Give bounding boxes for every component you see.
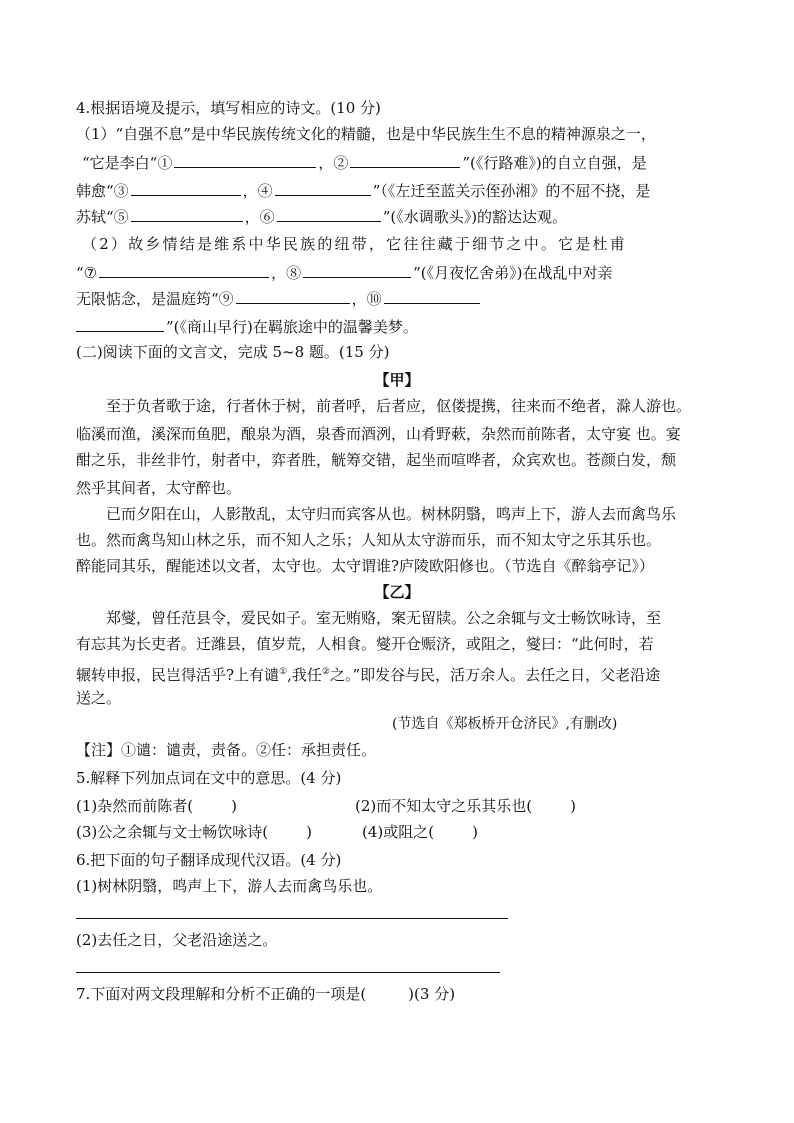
jia-p2-line1: 已而夕阳在山，人影散乱，太守归而宾客从也。树林阴翳，鸣声上下，游人去而禽鸟乐 [106,505,677,523]
q4-title: 4.根据语境及提示，填写相应的诗文。(10 分) [76,99,381,117]
q6-sentence-1: (1)树林阴翳，鸣声上下，游人去而禽鸟乐也。 [76,877,383,895]
note-marker-2: ② [321,667,330,677]
yi-line3: 辗转申报，民岂得活乎?上有谴①,我任②之。”即发谷与民，活万余人。去任之日，父老沿途 [76,666,661,684]
blank-2[interactable] [350,152,460,168]
q6-sentence-2: (2)去任之日，父老沿途送之。 [76,931,278,949]
yi-source: (节选自《郑板桥开仓济民》,有删改) [392,716,618,732]
jia-p1-line1: 至于负者歌于途，行者休于树，前者呼，后者应，伛偻提携，往来而不绝者，滁人游也。 [106,397,692,415]
q4-p2-line3: 无限惦念，是温庭筠“⑨ ，⑩ [76,288,482,309]
q6-answer-line-1[interactable] [76,918,508,919]
passage-yi-heading: 【乙】 [374,583,420,601]
blank-8[interactable] [303,262,411,278]
blank-10-continued[interactable] [76,316,164,332]
jia-p1-line3: 酣之乐，非丝非竹，射者中，弈者胜，觥筹交错，起坐而喧哗者，众宾欢也。苍颜白发，颓 [76,451,677,469]
q4-p1-line2: “它是李白“① ，② ”(《行路难》)的自立自强，是 [82,154,647,172]
note-marker-1: ① [279,667,288,677]
blank-3[interactable] [131,180,241,196]
blank-5[interactable] [131,206,243,222]
q4-p2-line1: （2）故乡情结是维系中华民族的纽带，它往往藏于细节之中。它是杜甫 [82,235,627,253]
jia-p1-line2: 临溪而渔，溪深而鱼肥，酿泉为酒，泉香而酒洌，山肴野蔌，杂然而前陈者，太守宴 也。宴 [76,425,681,443]
jia-p1-line4: 然乎其间者，太守醉也。 [76,479,242,497]
blank-6[interactable] [277,206,381,222]
blank-1[interactable] [174,152,316,168]
blank-10[interactable] [384,288,480,304]
section2-title: (二)阅读下面的文言文，完成 5~8 题。(15 分) [76,343,390,361]
blank-7[interactable] [99,262,269,278]
jia-p2-line2: 也。然而禽鸟知山林之乐，而不知人之乐；人知从太守游而乐，而不知太守之乐其乐也。 [76,531,662,549]
q6-title: 6.把下面的句子翻译成现代汉语。(4 分) [76,851,342,869]
yi-line1: 郑燮，曾任范县令，爱民如子。室无贿赂，案无留牍。公之余辄与文士畅饮咏诗，至 [106,609,662,627]
passage-jia-heading: 【甲】 [374,371,420,389]
q6-answer-line-2[interactable] [76,972,500,973]
annotation-note: 【注】①谴：谴责，责备。②任：承担责任。 [76,741,377,759]
q4-p1-line4: 苏轼“⑤ ，⑥ ”(《水调歌头》)的豁达达观。 [76,208,568,226]
q5-item-1: (1)杂然而前陈者( ) [76,797,237,815]
q7-title: 7.下面对两文段理解和分析不正确的一项是( )(3 分) [76,985,456,1003]
q4-p1-line1: （1）“自强不息”是中华民族传统文化的精髓，也是中华民族生生不息的精神源泉之一， [76,125,656,143]
q5-item-2: (2)而不知太守之乐其乐也( ) [355,797,576,815]
blank-4[interactable] [275,180,371,196]
yi-line4: 送之。 [76,689,122,707]
blank-9[interactable] [236,288,350,304]
q4-p1-line3: 韩愈“③ ，④ ”（《左迁至蓝关示侄孙湘》的不屈不挠，是 [76,182,651,200]
q4-p2-line2: “⑦ ，⑧ ”(《月夜忆舍弟》)在战乱中对亲 [76,264,613,282]
yi-line2: 有忘其为长吏者。迁潍县，值岁荒，人相食。燮开仓赈济，或阻之，燮曰：“此何时，若 [76,635,654,653]
q5-item-4: (4)或阻之( ) [362,823,478,841]
q4-p2-line4: ”(《商山早行)在羁旅途中的温馨美梦。 [76,316,418,337]
jia-p2-line3: 醉能同其乐，醒能述以文者，太守也。太守谓谁?庐陵欧阳修也。（节选自《醉翁亭记》） [76,557,655,575]
q5-item-3: (3)公之余辄与文士畅饮咏诗( ) [76,823,312,841]
q5-title: 5.解释下列加点词在文中的意思。(4 分) [76,769,342,787]
